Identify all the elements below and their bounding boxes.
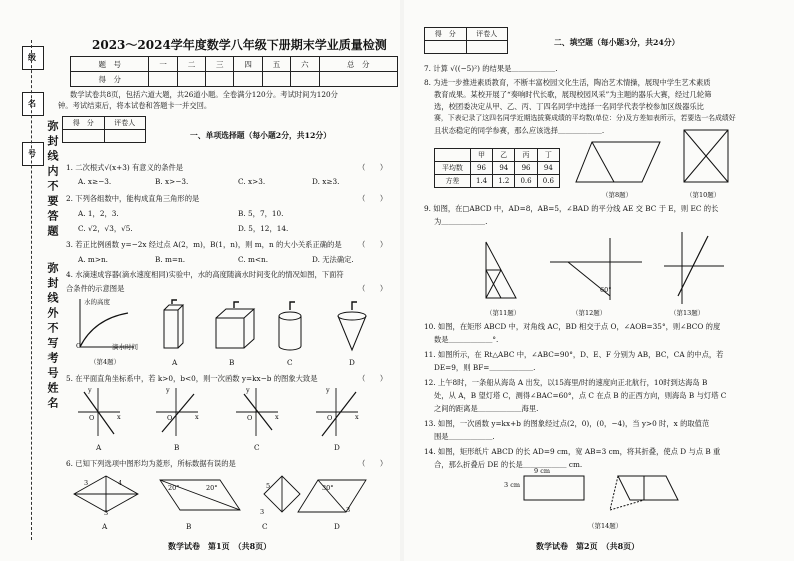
- fig-angle: 30°: [322, 484, 334, 492]
- fig-12-angle: 60°: [600, 286, 612, 294]
- score-header: 五: [262, 57, 290, 72]
- fig-8-caption: （第8题）: [602, 191, 633, 199]
- q8-score-table: [434, 148, 560, 188]
- grader-reviewer-label: 评卷人: [104, 117, 146, 130]
- fig-number: 3: [346, 506, 351, 514]
- table-header: 乙: [493, 149, 515, 162]
- question-4-stem: 4. 水滴速成容器(滴水速度相同)实验中，水的高度随滴水时间变化的情况如图，下面符: [66, 270, 344, 279]
- option-label: D: [349, 358, 355, 367]
- fig-11-caption: （第11题）: [486, 309, 521, 317]
- question-8-line: 教育成果。某校开展了“奏响时代长歌，展现校园风采”为主题的器乐大赛，经过几轮筛: [434, 90, 712, 99]
- score-header: 题 号: [71, 57, 149, 72]
- question-6-stem: 6. 已知下列选项中图形均为菱形，所标数据有误的是: [66, 459, 236, 468]
- option-label: A: [96, 443, 102, 452]
- table-header: 甲: [470, 149, 492, 162]
- option-label: B: [174, 443, 180, 452]
- fig-number: 3: [260, 508, 265, 516]
- fig-14-length-label: 9 cm: [534, 467, 551, 475]
- grader-reviewer-label: 评卷人: [466, 28, 508, 41]
- axis-x-label: x: [195, 413, 199, 421]
- question-13-line: 13. 如图，一次函数 y=kx+b 的图象经过点(2，0)，(0，−4)，当 y>0 时，x 的取值范: [424, 419, 710, 428]
- q6-rhombus-figures: [70, 472, 380, 518]
- number-box: 号: [22, 142, 44, 166]
- answer-paren: （ ）: [358, 240, 388, 249]
- exam-page-2: [404, 0, 794, 561]
- axis-x-label: x: [355, 413, 359, 421]
- question-8-line: 且状态稳定的同学参赛，那么应该选择＿＿＿＿＿＿.: [434, 126, 605, 135]
- fig-12-ship-lighthouse: [548, 236, 644, 304]
- option-label: D: [334, 443, 340, 452]
- option: B. x>−3.: [155, 177, 189, 186]
- answer-paren: （ ）: [358, 459, 388, 468]
- score-row-label: 得 分: [71, 72, 149, 87]
- score-cell[interactable]: [291, 72, 319, 87]
- question-14-line: 合，那么折叠后 DE 的长是＿＿＿＿＿＿ cm.: [434, 460, 583, 469]
- axis-x-label: x: [117, 413, 121, 421]
- option: D. x≥3.: [312, 177, 340, 186]
- q5-line-graphs: [76, 386, 376, 438]
- axis-origin: O: [247, 414, 253, 422]
- score-cell[interactable]: [319, 72, 397, 87]
- seal-gutter: [0, 0, 58, 561]
- question-12-line: 之间的距离是＿＿＿＿＿＿海里.: [434, 404, 539, 413]
- grade-box: 级: [22, 46, 44, 70]
- fig-angle: 20°: [168, 484, 180, 492]
- container-b-cube: [216, 302, 254, 348]
- option: C. m<n.: [238, 255, 269, 264]
- grader-box: [62, 116, 146, 143]
- answer-paren: （ ）: [358, 194, 388, 203]
- fig-13-caption: （第13题）: [670, 309, 705, 317]
- axis-y-label: y: [246, 386, 250, 394]
- table-header: 丙: [515, 149, 537, 162]
- option: C. √2，√3，√5.: [78, 224, 133, 233]
- axis-y-label: y: [88, 386, 92, 394]
- fig-10-rectangle: [682, 128, 732, 188]
- fig-number: 3: [104, 509, 109, 517]
- grader-score-cell[interactable]: [63, 130, 105, 143]
- axis-origin: O: [167, 414, 173, 422]
- axis-origin: O: [327, 414, 333, 422]
- fig-14-width-label: 3 cm: [504, 481, 521, 489]
- fig-number: 5: [266, 482, 271, 490]
- question-9-line: 为＿＿＿＿＿＿.: [434, 217, 488, 226]
- option-label: A: [102, 522, 108, 531]
- container-a-tall-prism: [164, 300, 183, 348]
- question-1-stem: 1. 二次根式√(x+3) 有意义的条件是: [66, 163, 184, 172]
- seal-dashed-line: [31, 40, 32, 540]
- option-label: A: [172, 358, 178, 367]
- option-label: B: [186, 522, 192, 531]
- q4-container-shapes: [160, 296, 380, 354]
- notice-line: 钟。考试结束后，将本试卷和答题卡一并交回。: [58, 101, 212, 110]
- question-10-line: 数是＿＿＿＿＿＿°.: [434, 335, 499, 344]
- page-footer: 数学试卷 第1页 （共8页）: [168, 541, 272, 551]
- question-8-line: 选，校团委决定从甲、乙、丙、丁四名同学中选择一名同学代表学校参加区级器乐比: [434, 102, 704, 111]
- option: A. m>n.: [78, 255, 108, 264]
- score-header: 六: [291, 57, 319, 72]
- notice-line: 数学试卷共8页，包括六道大题，共26道小题。全卷满分120分。考试时间为120分: [70, 90, 338, 99]
- q4-graph-y-label: 水的高度: [84, 298, 110, 306]
- option: D. 5，12，14.: [238, 224, 289, 233]
- answer-paren: （ ）: [358, 284, 388, 293]
- fig-13-linear-function: [662, 230, 726, 306]
- container-c-cylinder: [279, 302, 301, 350]
- score-header: 一: [149, 57, 177, 72]
- option-label: C: [254, 443, 260, 452]
- score-cell[interactable]: [177, 72, 205, 87]
- section-1-title: 一、单项选择题（每小题2分，共12分）: [190, 131, 332, 140]
- axis-origin: O: [89, 414, 95, 422]
- grader-score-label: 得 分: [63, 117, 105, 130]
- grader-reviewer-cell[interactable]: [104, 130, 146, 143]
- table-row: 方差 1.4 1.2 0.6 0.6: [435, 175, 560, 188]
- q4-graph-origin: O: [76, 342, 82, 350]
- axis-y-label: y: [166, 386, 170, 394]
- page-title: 2023～2024学年度数学八年级下册期末学业质量检测: [92, 38, 387, 52]
- option: D. 无法确定.: [312, 255, 354, 264]
- question-9-line: 9. 如图，在□ABCD 中，AD=8，AB=5，∠BAD 的平分线 AE 交 BC 于 E，则 EC 的长: [424, 204, 719, 213]
- question-2-stem: 2. 下列各组数中，能构成直角三角形的是: [66, 194, 200, 203]
- question-11-line: DE=9，则 BF=＿＿＿＿＿＿.: [434, 363, 536, 372]
- grader-score-label: 得 分: [425, 28, 467, 41]
- score-header: 四: [234, 57, 262, 72]
- score-table: [70, 56, 398, 87]
- fig-11-right-triangle: [480, 238, 520, 304]
- fig-8-parallelogram: [574, 138, 664, 188]
- grader-score-cell[interactable]: [425, 41, 467, 54]
- option-label: C: [262, 522, 268, 531]
- table-row: 平均数 96 94 96 94: [435, 162, 560, 175]
- option: B. m=n.: [155, 255, 186, 264]
- fig-angle: 20°: [206, 484, 218, 492]
- question-14-line: 14. 如图，矩形纸片 ABCD 的长 AD=9 cm，宽 AB=3 cm，将其折叠，使点 D 与点 B 重: [424, 447, 721, 456]
- question-8-line: 赛，下表记录了这四名同学近期选拔赛成绩的平均数(单位：分)及方差如表所示，若要选一名成绩好: [434, 114, 736, 122]
- container-d-cone: [338, 302, 366, 350]
- grader-box: [424, 27, 508, 54]
- question-4-stem-cont: 合条件的示意图是: [66, 284, 125, 293]
- question-11-line: 11. 如图所示，在 Rt△ABC 中，∠ABC=90°，D、E、F 分别为 AB，BC，CA 的中点，若: [424, 350, 724, 359]
- fig-number: 4: [118, 479, 123, 487]
- question-13-line: 围是＿＿＿＿＿＿.: [434, 432, 495, 441]
- fig-number: 3: [84, 479, 89, 487]
- option: A. x≥−3.: [78, 177, 112, 186]
- score-cell[interactable]: [234, 72, 262, 87]
- section-2-title: 二、填空题（每小题3分，共24分）: [554, 38, 680, 47]
- score-cell[interactable]: [262, 72, 290, 87]
- option-label: D: [334, 522, 340, 531]
- page-footer: 数学试卷 第2页 （共8页）: [536, 541, 640, 551]
- fig-14-caption: （第14题）: [588, 522, 623, 530]
- option: A. 1，2，3.: [78, 209, 119, 218]
- score-cell[interactable]: [149, 72, 177, 87]
- answer-paren: （ ）: [358, 374, 388, 383]
- question-10-line: 10. 如图，在矩形 ABCD 中，对角线 AC，BD 相交于点 O，∠AOB=35°，则∠BCO 的度: [424, 322, 721, 331]
- option-label: C: [287, 358, 293, 367]
- question-3-stem: 3. 若正比例函数 y=−2x 经过点 A(2，m)，B(1，n)，则 m，n 的大小关系正确的是: [66, 240, 342, 249]
- question-12-line: 12. 上午8时，一条船从海岛 A 出发，以15海里/时的速度向正北航行，10时到达海岛 B: [424, 378, 708, 387]
- answer-paren: （ ）: [358, 163, 388, 172]
- option: B. 5，7，10.: [238, 209, 284, 218]
- grader-reviewer-cell[interactable]: [466, 41, 508, 54]
- table-header: 丁: [537, 149, 559, 162]
- fig-12-caption: （第12题）: [572, 309, 607, 317]
- axis-y-label: y: [326, 386, 330, 394]
- fig-10-caption: （第10题）: [686, 191, 721, 199]
- score-header: 二: [177, 57, 205, 72]
- fig-14-folded-rectangle: [514, 470, 684, 516]
- table-header: [435, 149, 471, 162]
- q4-caption: （第4题）: [90, 358, 121, 366]
- axis-x-label: x: [275, 413, 279, 421]
- seal-notice-inner: 弥封线内不要答题: [46, 120, 59, 240]
- score-cell[interactable]: [206, 72, 234, 87]
- question-8-line: 8. 为进一步推进素质教育，不断丰富校园文化生活，陶冶艺术情操，展现中学生艺术素质: [424, 78, 711, 87]
- question-5-stem: 5. 在平面直角坐标系中，若 k>0，b<0，则一次函数 y=kx−b 的图象大致是: [66, 374, 318, 383]
- name-box: 名: [22, 92, 44, 116]
- score-header: 三: [206, 57, 234, 72]
- q4-graph-x-label: 滴水时间: [112, 343, 138, 351]
- question-7: 7. 计算 √((−5)²) 的结果是＿＿＿＿＿＿.: [424, 64, 558, 73]
- option-label: B: [229, 358, 235, 367]
- question-12-line: 处，从 A，B 望灯塔 C，测得∠BAC=60°，点 C 在点 B 的正西方向，则海岛 B 与灯塔 C: [434, 391, 727, 400]
- option: C. x>3.: [238, 177, 266, 186]
- seal-notice-outer: 弥封线外不写考号姓名: [46, 262, 59, 412]
- score-header: 总 分: [319, 57, 397, 72]
